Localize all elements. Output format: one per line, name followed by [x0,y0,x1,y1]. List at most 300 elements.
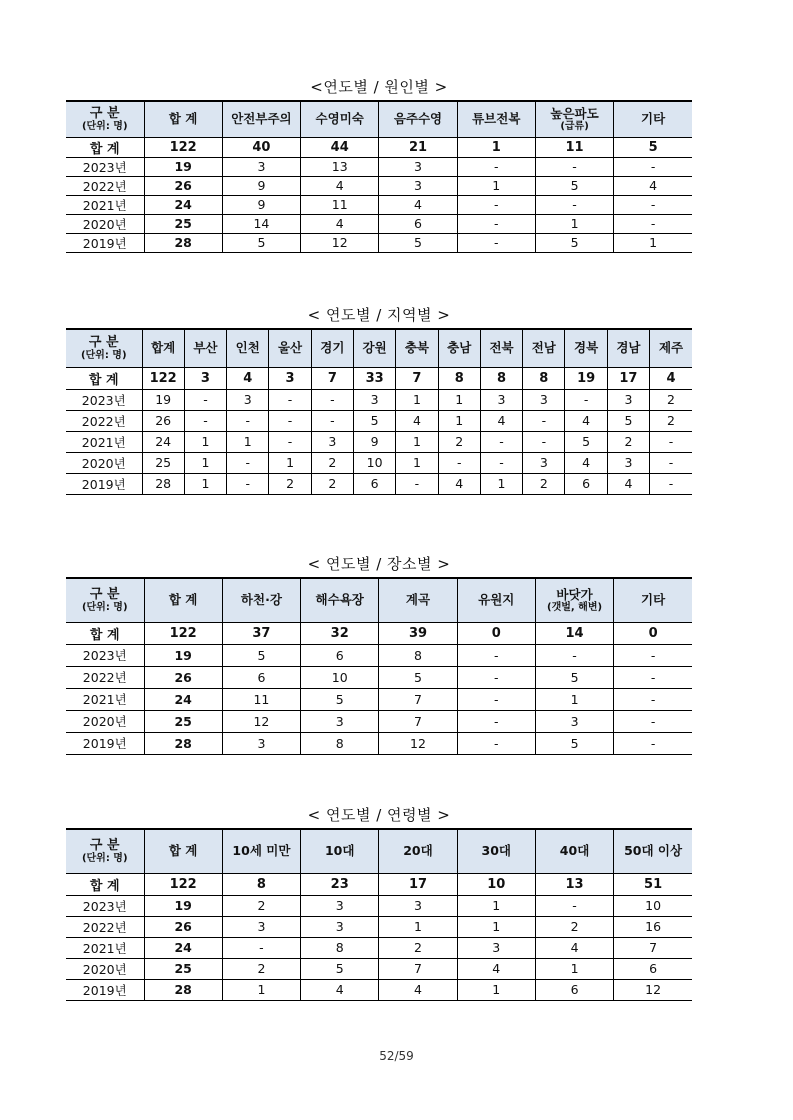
row-year-label: 2021년 [66,937,144,958]
table-cell: 3 [379,176,457,195]
table-cell: - [457,666,535,688]
total-cell: 7 [311,367,353,389]
table-cell: 4 [396,410,438,431]
table-cell: 2 [222,895,300,916]
table-cell: - [614,666,692,688]
table-cell: - [614,644,692,666]
table-cell: 1 [535,958,613,979]
table-cell: 1 [457,176,535,195]
column-header-label: 기타 [641,111,666,127]
total-cell: 19 [565,367,607,389]
table-cell: 25 [144,214,222,233]
total-cell: 17 [607,367,649,389]
row-year-label: 2019년 [66,979,144,1000]
row-year-label: 2019년 [66,732,144,754]
table-cell: - [438,452,480,473]
table-cell: 5 [301,958,379,979]
column-header-label: 높은파도 [550,105,599,121]
table-row [66,214,692,233]
total-cell: 3 [184,367,226,389]
table-cell: 12 [222,710,300,732]
table-cell: 26 [144,916,222,937]
header-unit-label: (단위: 명) [81,601,128,613]
table-cell: 11 [301,195,379,214]
table-cell: 5 [535,666,613,688]
total-cell: 40 [222,137,300,157]
row-year-label: 2021년 [66,195,144,214]
table-cell: - [650,473,692,494]
table-row [66,410,692,431]
table-cell: - [480,431,522,452]
header-category-cell [66,329,142,367]
table-section-cause [66,77,692,253]
total-row [66,367,692,389]
table-cell: 25 [144,710,222,732]
table-cell: 10 [614,895,692,916]
header-row [66,578,692,622]
table-cell: 1 [184,452,226,473]
table-cell: 28 [144,979,222,1000]
table-cell: - [311,389,353,410]
header-unit-label: (단위: 명) [81,852,128,864]
table-title: <연도별 / 원인별 > [310,78,448,96]
table-cell: 19 [144,644,222,666]
header-category-cell [66,578,144,622]
table-cell: 9 [222,195,300,214]
table-cell: 6 [379,214,457,233]
table-cell: 12 [614,979,692,1000]
table-row [66,895,692,916]
column-header [144,101,222,137]
table-cell: 3 [480,389,522,410]
column-header-label: 수영미숙 [315,111,364,127]
column-header [457,578,535,622]
column-header-label: 충남 [447,340,472,356]
table-cell: - [269,410,311,431]
table-cell: 24 [144,937,222,958]
column-header [650,329,692,367]
column-header [353,329,395,367]
table-cell: 3 [379,157,457,176]
table-cell: - [184,389,226,410]
table-cell: 4 [565,452,607,473]
table-cell: 2 [523,473,565,494]
column-header [144,829,222,873]
table-cell: - [480,452,522,473]
table-cell: 2 [438,431,480,452]
table-row [66,389,692,410]
table-row [66,958,692,979]
table-cell: 1 [227,431,269,452]
table-cell: - [457,732,535,754]
total-cell: 5 [614,137,692,157]
table-cell: 24 [144,688,222,710]
column-header [607,329,649,367]
table-cell: - [535,895,613,916]
total-row [66,622,692,644]
table-cell: - [650,452,692,473]
table-section-place [66,554,692,755]
column-header [301,578,379,622]
column-header [457,829,535,873]
column-header [614,101,692,137]
column-header-label: 제주 [658,340,684,356]
table-cell: - [565,389,607,410]
table-cell: 1 [396,452,438,473]
table-cell: 6 [301,644,379,666]
table-cell: 3 [301,916,379,937]
table-cell: 3 [353,389,395,410]
table-cell: 5 [535,176,613,195]
table-cell: 3 [535,710,613,732]
table-section-age [66,805,692,1001]
table-cell: 3 [523,389,565,410]
table-cell: 5 [535,233,613,252]
table-cell: 1 [480,473,522,494]
table-cell: 4 [565,410,607,431]
table-cell: 8 [379,644,457,666]
table-cell: - [523,431,565,452]
row-year-label: 2021년 [66,431,142,452]
total-cell: 10 [457,873,535,895]
column-header [269,329,311,367]
header-category-label: 구 분 [89,837,120,853]
table-cell: 11 [222,688,300,710]
table-cell: 2 [311,452,353,473]
header-category-label: 구 분 [89,105,120,121]
table-cell: 1 [269,452,311,473]
table-cell: - [535,157,613,176]
total-row-label: 합 계 [66,137,144,157]
table-cell: - [614,214,692,233]
table-cell: - [269,431,311,452]
total-cell: 122 [142,367,184,389]
column-header-label: 유원지 [478,592,515,608]
column-header [379,829,457,873]
column-header-label: 합 계 [168,592,198,608]
table-row [66,916,692,937]
table-cell: 3 [607,452,649,473]
column-header-label: 경기 [320,340,345,356]
column-header-label: 하천·강 [240,592,282,608]
table-cell: 5 [607,410,649,431]
table-cell: 6 [353,473,395,494]
table-cell: 2 [269,473,311,494]
page-number: 52/59 [379,1049,414,1063]
table-cell: 25 [142,452,184,473]
total-cell: 37 [222,622,300,644]
row-year-label: 2020년 [66,958,144,979]
table-cell: 1 [535,214,613,233]
table-cell: - [457,644,535,666]
table-cell: 4 [379,979,457,1000]
column-header [535,829,613,873]
header-category-cell [66,829,144,873]
table-cell: 1 [438,389,480,410]
table-cell: 7 [379,710,457,732]
column-header [614,829,692,873]
table-cell: 3 [222,916,300,937]
table-cell: - [535,644,613,666]
table-cell: 5 [379,233,457,252]
table-cell: 1 [396,389,438,410]
total-cell: 8 [222,873,300,895]
column-header-label: 합 계 [168,111,198,127]
table-cell: 4 [301,214,379,233]
row-year-label: 2023년 [66,157,144,176]
total-cell: 1 [457,137,535,157]
table-row [66,979,692,1000]
table-cell: 6 [535,979,613,1000]
total-cell: 11 [535,137,613,157]
total-cell: 122 [144,873,222,895]
row-year-label: 2022년 [66,916,144,937]
table-cell: - [614,688,692,710]
table-cell: 4 [438,473,480,494]
total-cell: 33 [353,367,395,389]
table-cell: 25 [144,958,222,979]
column-header-label: 전북 [489,340,514,356]
table-row [66,233,692,252]
row-year-label: 2023년 [66,389,142,410]
column-header-label: 강원 [362,340,387,356]
total-cell: 21 [379,137,457,157]
total-row-label: 합 계 [66,367,142,389]
table-cell: 2 [311,473,353,494]
table-cell: 28 [142,473,184,494]
table-cell: 8 [301,732,379,754]
table-row [66,666,692,688]
table-cell: 3 [607,389,649,410]
table-cell: 5 [222,644,300,666]
table-cell: 3 [523,452,565,473]
table-cell: - [535,195,613,214]
header-category-cell [66,101,144,137]
table-cell: 28 [144,233,222,252]
table-cell: 5 [379,666,457,688]
table-cell: 24 [142,431,184,452]
table-cell: 2 [535,916,613,937]
table-cell: 3 [457,937,535,958]
data-table-region [66,328,692,495]
row-year-label: 2020년 [66,452,142,473]
column-header-label: 합 계 [168,843,198,859]
header-unit-label: (단위: 명) [81,120,128,132]
total-cell: 0 [614,622,692,644]
table-row [66,644,692,666]
total-cell: 4 [227,367,269,389]
row-year-label: 2019년 [66,233,144,252]
table-cell: 10 [301,666,379,688]
column-header-label: 합계 [151,340,176,356]
column-header [142,329,184,367]
table-cell: 1 [438,410,480,431]
table-cell: 12 [301,233,379,252]
data-table-age [66,828,692,1001]
table-cell: - [227,452,269,473]
header-category-label: 구 분 [89,586,120,602]
table-cell: 4 [535,937,613,958]
total-cell: 23 [301,873,379,895]
table-cell: - [269,389,311,410]
column-header [480,329,522,367]
table-cell: - [457,710,535,732]
table-cell: 12 [379,732,457,754]
total-row-label: 합 계 [66,622,144,644]
column-header-label: 안전부주의 [231,111,292,127]
table-cell: 24 [144,195,222,214]
column-header-label: 튜브전복 [472,111,521,127]
table-cell: 2 [222,958,300,979]
table-cell: - [227,410,269,431]
table-cell: 8 [301,937,379,958]
table-cell: 2 [379,937,457,958]
table-cell: - [457,157,535,176]
row-year-label: 2020년 [66,710,144,732]
header-row [66,329,692,367]
table-cell: 3 [311,431,353,452]
column-header-label: 음주수영 [393,111,443,127]
table-cell: 1 [457,895,535,916]
table-cell: - [457,688,535,710]
total-cell: 122 [144,137,222,157]
table-cell: 4 [301,176,379,195]
table-cell: - [184,410,226,431]
table-cell: - [650,431,692,452]
column-header [144,578,222,622]
table-cell: 5 [535,732,613,754]
table-cell: 4 [607,473,649,494]
column-header-sublabel: (갯벌, 해변) [547,601,603,613]
table-cell: 3 [301,895,379,916]
table-cell: 7 [379,958,457,979]
column-header [614,578,692,622]
header-unit-label: (단위: 명) [80,349,127,361]
table-row [66,688,692,710]
table-row [66,732,692,754]
total-cell: 3 [269,367,311,389]
table-cell: 26 [144,176,222,195]
table-cell: 19 [144,895,222,916]
total-cell: 4 [650,367,692,389]
total-cell: 8 [438,367,480,389]
column-header [523,329,565,367]
column-header-label: 인천 [235,340,260,356]
total-cell: 7 [396,367,438,389]
row-year-label: 2023년 [66,895,144,916]
table-cell: 7 [379,688,457,710]
table-row [66,157,692,176]
total-cell: 8 [480,367,522,389]
table-cell: - [614,195,692,214]
column-header [222,101,300,137]
total-cell: 17 [379,873,457,895]
table-cell: 2 [607,431,649,452]
column-header [311,329,353,367]
table-cell: - [457,195,535,214]
column-header-label: 계곡 [405,592,431,608]
table-cell: 6 [222,666,300,688]
table-cell: 4 [457,958,535,979]
column-header-label: 10대 [324,843,355,859]
row-year-label: 2021년 [66,688,144,710]
row-year-label: 2019년 [66,473,142,494]
table-cell: 4 [301,979,379,1000]
table-cell: 14 [222,214,300,233]
column-header-label: 50대 이상 [624,843,683,859]
column-header-label: 부산 [193,340,218,356]
table-cell: - [614,157,692,176]
table-cell: 10 [353,452,395,473]
table-cell: 1 [457,916,535,937]
column-header [184,329,226,367]
table-cell: 2 [650,389,692,410]
column-header-label: 30대 [481,843,511,859]
total-cell: 8 [523,367,565,389]
table-cell: 19 [142,389,184,410]
column-header-label: 전남 [531,340,556,356]
data-table-cause [66,100,692,253]
column-header-label: 해수욕장 [315,592,364,608]
table-cell: 19 [144,157,222,176]
table-cell: 3 [227,389,269,410]
table-cell: 3 [301,710,379,732]
column-header [301,829,379,873]
table-section-region [66,305,692,495]
column-header [222,829,300,873]
table-cell: 6 [565,473,607,494]
column-header [438,329,480,367]
column-header [565,329,607,367]
table-row [66,710,692,732]
table-cell: 9 [353,431,395,452]
column-header [222,578,300,622]
table-row [66,431,692,452]
column-header [379,578,457,622]
table-cell: - [614,732,692,754]
table-cell: 1 [614,233,692,252]
row-year-label: 2022년 [66,410,142,431]
total-row-label: 합 계 [66,873,144,895]
total-cell: 51 [614,873,692,895]
column-header-label: 기타 [641,592,666,608]
table-cell: 26 [144,666,222,688]
table-cell: 1 [457,979,535,1000]
table-cell: - [523,410,565,431]
table-cell: 4 [614,176,692,195]
row-year-label: 2022년 [66,666,144,688]
table-row [66,452,692,473]
table-cell: 3 [222,157,300,176]
total-row [66,137,692,157]
table-cell: 5 [301,688,379,710]
table-cell: 1 [222,979,300,1000]
table-cell: 3 [222,732,300,754]
total-cell: 0 [457,622,535,644]
header-row [66,101,692,137]
row-year-label: 2023년 [66,644,144,666]
header-category-label: 구 분 [88,334,119,350]
column-header-label: 경남 [616,340,641,356]
table-cell: 5 [353,410,395,431]
table-cell: 16 [614,916,692,937]
column-header [227,329,269,367]
total-cell: 122 [144,622,222,644]
table-row [66,195,692,214]
table-cell: 1 [184,473,226,494]
column-header [535,101,613,137]
table-cell: 1 [396,431,438,452]
